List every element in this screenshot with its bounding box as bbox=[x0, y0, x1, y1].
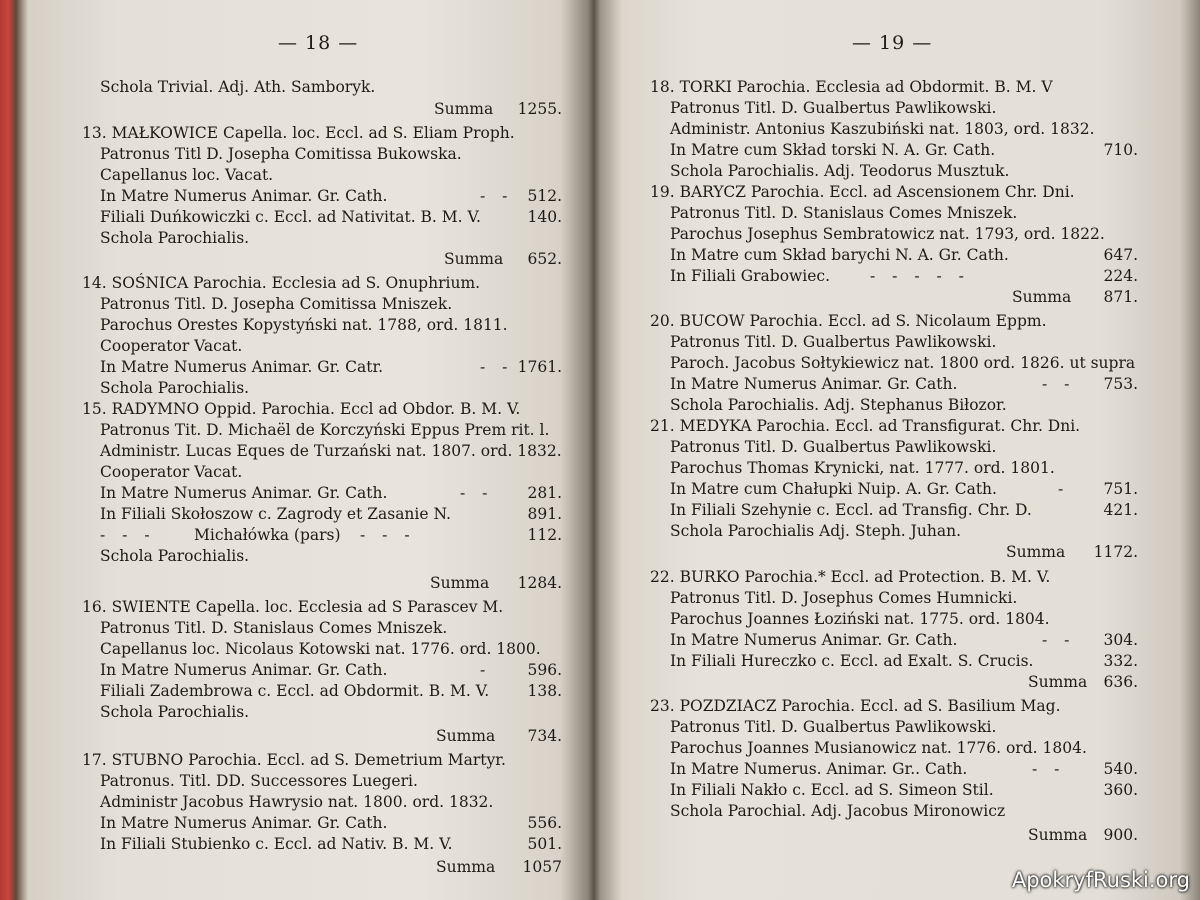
dash-leader: - - bbox=[1042, 631, 1076, 649]
count-value: 1761. bbox=[517, 358, 562, 376]
entry-heading: 15. RADYMNO Oppid. Parochia. Eccl ad Obdor. B. M. V. bbox=[82, 400, 521, 418]
count-value: 556. bbox=[527, 814, 562, 832]
text-line: Patronus Titl. D. Gualbertus Pawlikowski. bbox=[670, 333, 997, 351]
count-value: 281. bbox=[527, 484, 562, 502]
text-line: In Matre Numerus Animar. Gr. Cath. bbox=[100, 661, 388, 679]
dash-leader: - - bbox=[480, 187, 514, 205]
text-line: In Matre Numerus Animar. Gr. Cath. bbox=[100, 814, 388, 832]
text-line: Schola Parochialis. bbox=[100, 229, 250, 247]
count-value: 734. bbox=[527, 727, 562, 745]
count-value: 140. bbox=[527, 208, 562, 226]
count-value: 1172. bbox=[1093, 543, 1138, 561]
text-line: Patronus Tit. D. Michaël de Korczyński Eppus Prem rit. l. bbox=[100, 421, 550, 439]
dash-leader: - - - - - bbox=[870, 267, 970, 285]
text-line: Paroch. Jacobus Sołtykiewicz nat. 1800 ord. 1826. ut supra bbox=[670, 354, 1136, 372]
count-value: 652. bbox=[527, 250, 562, 268]
text-line: Patronus. Titl. DD. Successores Luegeri. bbox=[100, 772, 418, 790]
text-line: Cooperator Vacat. bbox=[100, 463, 243, 481]
count-value: 501. bbox=[527, 835, 562, 853]
summa-label: Summa bbox=[1006, 543, 1066, 561]
text-line: Michałówka (pars) bbox=[194, 526, 341, 544]
entry-heading: 21. MEDYKA Parochia. Eccl. ad Transfigurat. Chr. Dni. bbox=[650, 417, 1081, 435]
count-value: 710. bbox=[1103, 141, 1138, 159]
count-value: 1057 bbox=[522, 858, 562, 876]
text-line: Schola Parochialis. Adj. Stephanus Biłozor. bbox=[670, 396, 1007, 414]
text-line: Administr Jacobus Hawrysio nat. 1800. ord. 1832. bbox=[100, 793, 494, 811]
entry-heading: 23. POZDZIACZ Parochia. Eccl. ad S. Basilium Mag. bbox=[650, 697, 1061, 715]
count-value: 900. bbox=[1103, 826, 1138, 844]
entry-heading: 19. BARYCZ Parochia. Eccl. ad Ascensionem Chr. Dni. bbox=[650, 183, 1075, 201]
entry-heading: 16. SWIENTE Capella. loc. Ecclesia ad S Parascev M. bbox=[82, 598, 504, 616]
right-page bbox=[630, 0, 1150, 900]
count-value: 1255. bbox=[517, 100, 562, 118]
entry-heading: 22. BURKO Parochia.* Eccl. ad Protection. B. M. V. bbox=[650, 568, 1051, 586]
count-value: 224. bbox=[1103, 267, 1138, 285]
page-number: — 19 — bbox=[852, 32, 933, 54]
dash-leader: - bbox=[1058, 480, 1070, 498]
text-line: In Matre cum Chałupki Nuip. A. Gr. Cath. bbox=[670, 480, 997, 498]
count-value: 891. bbox=[527, 505, 562, 523]
dash-leader: - - bbox=[460, 484, 494, 502]
dash-leader: - - bbox=[480, 358, 514, 376]
text-line: Parochus Joannes Musianowicz nat. 1776. ord. 1804. bbox=[670, 739, 1087, 757]
text-line: Parochus Orestes Kopystyński nat. 1788, ord. 1811. bbox=[100, 316, 508, 334]
text-line: Capellanus loc. Vacat. bbox=[100, 166, 274, 184]
left-page bbox=[60, 0, 580, 900]
summa-label: Summa bbox=[1028, 673, 1088, 691]
count-value: 112. bbox=[527, 526, 562, 544]
count-value: 421. bbox=[1103, 501, 1138, 519]
count-value: 751. bbox=[1103, 480, 1138, 498]
entry-heading: 18. TORKI Parochia. Ecclesia ad Obdormit. B. M. V bbox=[650, 78, 1053, 96]
entry-heading: 17. STUBNO Parochia. Eccl. ad S. Demetrium Martyr. bbox=[82, 751, 506, 769]
text-line: Administr. Antonius Kaszubiński nat. 1803, ord. 1832. bbox=[670, 120, 1095, 138]
text-line: Patronus Titl. D. Stanislaus Comes Mniszek. bbox=[670, 204, 1018, 222]
dash-leader: - - bbox=[1042, 375, 1076, 393]
text-line: In Matre cum Skład barychi N. A. Gr. Cath. bbox=[670, 246, 1009, 264]
text-line: Filiali Zadembrowa c. Eccl. ad Obdormit. B. M. V. bbox=[100, 682, 490, 700]
dash-leader: - - bbox=[1032, 760, 1066, 778]
text-line: In Matre Numerus. Animar. Gr.. Cath. bbox=[670, 760, 968, 778]
summa-label: Summa bbox=[436, 858, 496, 876]
text-line: Schola Parochialis. bbox=[100, 379, 250, 397]
text-line: In Filiali Szehynie c. Eccl. ad Transfig. Chr. D. bbox=[670, 501, 1032, 519]
text-line: Parochus Thomas Krynicki, nat. 1777. ord. 1801. bbox=[670, 459, 1055, 477]
count-value: 1284. bbox=[517, 574, 562, 592]
text-line: In Filiali Skołoszow c. Zagrody et Zasanie N. bbox=[100, 505, 451, 523]
page-number: — 18 — bbox=[278, 32, 359, 54]
text-line: In Filiali Stubienko c. Eccl. ad Nativ. B. M. V. bbox=[100, 835, 453, 853]
text-line: In Filiali Grabowiec. bbox=[670, 267, 831, 285]
text-line: In Matre Numerus Animar. Gr. Cath. bbox=[100, 484, 388, 502]
count-value: 512. bbox=[527, 187, 562, 205]
count-value: 138. bbox=[527, 682, 562, 700]
text-line: Parochus Joannes Łoziński nat. 1775. ord. 1804. bbox=[670, 610, 1050, 628]
text-line: Patronus Titl. D. Gualbertus Pawlikowski. bbox=[670, 718, 997, 736]
count-value: 753. bbox=[1103, 375, 1138, 393]
text-line: In Matre Numerus Animar. Gr. Catr. bbox=[100, 358, 384, 376]
text-line: Patronus Titl. D. Josephus Comes Humnicki. bbox=[670, 589, 1018, 607]
text-line: Patronus Titl. D. Gualbertus Pawlikowski. bbox=[670, 438, 997, 456]
text-line: In Filiali Hureczko c. Eccl. ad Exalt. S. Crucis. bbox=[670, 652, 1034, 670]
text-line: Schola Parochial. Adj. Jacobus Mironowicz bbox=[670, 802, 1006, 820]
text-line: In Matre Numerus Animar. Gr. Cath. bbox=[670, 375, 958, 393]
entry-heading: 14. SOŚNICA Parochia. Ecclesia ad S. Onuphrium. bbox=[82, 274, 481, 292]
text-line: In Matre cum Skład torski N. A. Gr. Cath. bbox=[670, 141, 996, 159]
summa-label: Summa bbox=[436, 727, 496, 745]
text-line: Patronus Titl. D. Stanislaus Comes Mniszek. bbox=[100, 619, 448, 637]
text-line: Schola Parochialis Adj. Steph. Juhan. bbox=[670, 522, 961, 540]
count-value: 540. bbox=[1103, 760, 1138, 778]
text-line: In Matre Numerus Animar. Gr. Cath. bbox=[100, 187, 388, 205]
entry-heading: 20. BUCOW Parochia. Eccl. ad S. Nicolaum Eppm. bbox=[650, 312, 1047, 330]
text-line: In Matre Numerus Animar. Gr. Cath. bbox=[670, 631, 958, 649]
summa-label: Summa bbox=[430, 574, 490, 592]
text-line: Schola Parochialis. bbox=[100, 703, 250, 721]
text-line: Schola Parochialis. bbox=[100, 547, 250, 565]
text-line: Patronus Titl. D. Josepha Comitissa Mniszek. bbox=[100, 295, 453, 313]
count-value: 332. bbox=[1103, 652, 1138, 670]
entry-heading: 13. MAŁKOWICE Capella. loc. Eccl. ad S. Eliam Proph. bbox=[82, 124, 515, 142]
count-value: 647. bbox=[1103, 246, 1138, 264]
count-value: 304. bbox=[1103, 631, 1138, 649]
summa-label: Summa bbox=[444, 250, 504, 268]
count-value: 871. bbox=[1103, 288, 1138, 306]
text-line: Cooperator Vacat. bbox=[100, 337, 243, 355]
dash-leader: - - - bbox=[100, 526, 156, 544]
summa-label: Summa bbox=[1012, 288, 1072, 306]
summa-label: Summa bbox=[1028, 826, 1088, 844]
text-line: In Filiali Nakło c. Eccl. ad S. Simeon Stil. bbox=[670, 781, 994, 799]
dash-leader: - bbox=[480, 661, 492, 679]
text-line: Administr. Lucas Eques de Turzański nat. 1807. ord. 1832. bbox=[100, 442, 562, 460]
text-line: Schola Trivial. Adj. Ath. Samboryk. bbox=[100, 78, 376, 96]
count-value: 636. bbox=[1103, 673, 1138, 691]
summa-label: Summa bbox=[434, 100, 494, 118]
dash-leader: - - - bbox=[360, 526, 416, 544]
text-line: Capellanus loc. Nicolaus Kotowski nat. 1776. ord. 1800. bbox=[100, 640, 541, 658]
watermark: ApokryfRuski.org bbox=[1011, 868, 1190, 892]
count-value: 596. bbox=[527, 661, 562, 679]
text-line: Filiali Duńkowiczki c. Eccl. ad Nativitat. B. M. V. bbox=[100, 208, 481, 226]
text-line: Patronus Titl D. Josepha Comitissa Bukowska. bbox=[100, 145, 462, 163]
text-line: Schola Parochialis. Adj. Teodorus Musztuk. bbox=[670, 162, 1010, 180]
count-value: 360. bbox=[1103, 781, 1138, 799]
text-line: Parochus Josephus Sembratowicz nat. 1793, ord. 1822. bbox=[670, 225, 1105, 243]
text-line: Patronus Titl. D. Gualbertus Pawlikowski. bbox=[670, 99, 997, 117]
